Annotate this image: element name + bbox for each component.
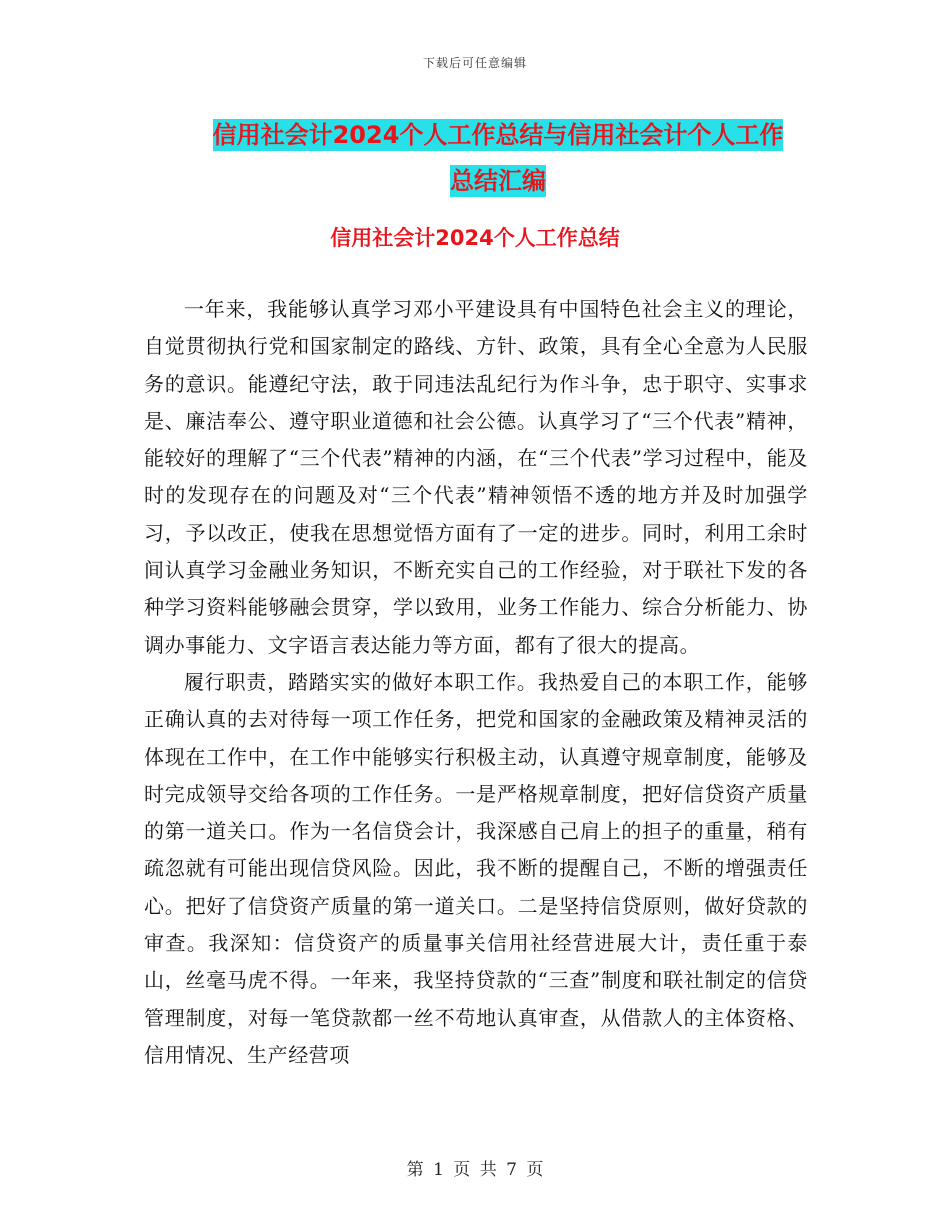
section-title: 信用社会计2024个人工作总结 xyxy=(330,226,620,250)
main-title-line2: 总结汇编 xyxy=(450,167,546,195)
main-title-line1: 信用社会计2024个人工作总结与信用社会计个人工作 xyxy=(212,121,784,149)
paragraph: 履行职责，踏踏实实的做好本职工作。我热爱自己的本职工作，能够正确认真的去对待每一项工作任务，把党和国家的金融政策及精神灵活的体现在工作中，在工作中能够实行积极主动，认真遵守规章制度，能够及时完成领导交给各项的工作任务。一是严格规章制度，把好信贷资产质量的第一道关口。作为一名信贷会计，我深感自己肩上的担子的重量，稍有疏忽就有可能出现信贷风险。因此，我不断的提醒自己，不断的增强责任心。把好了信贷资产质量的第一道关口。二是坚持信贷原则，做好贷款的审查。我深知：信贷资产的质量事关信用社经营进展大计，责任重于泰山，丝毫马虎不得。一年来，我坚持贷款的“三查”制度和联社制定的信贷管理制度，对每一笔贷款都一丝不苟地认真审查，从借款人的主体资格、信用情况、生产经营项 xyxy=(144,669,808,1067)
page-footer: 第 1 页 共 7 页 xyxy=(406,1160,544,1180)
paragraph: 一年来，我能够认真学习邓小平建设具有中国特色社会主义的理论，自觉贯彻执行党和国家制定的路线、方针、政策，具有全心全意为人民服务的意识。能遵纪守法，敢于同违法乱纪行为作斗争，忠于职守、实事求是、廉洁奉公、遵守职业道德和社会公德。认真学习了“三个代表”精神，能较好的理解了“三个代表”精神的内涵，在“三个代表”学习过程中，能及时的发现存在的问题及对“三个代表”精神领悟不透的地方并及时加强学习，予以改正，使我在思想觉悟方面有了一定的进步。同时，利用工余时间认真学习金融业务知识，不断充实自己的工作经验，对于联社下发的各种学习资料能够融会贯穿，学以致用，业务工作能力、综合分析能力、协调办事能力、文字语言表达能力等方面，都有了很大的提高。 xyxy=(144,297,808,657)
main-title xyxy=(188,112,808,204)
body-text xyxy=(144,291,808,1074)
header-note: 下载后可任意编辑 xyxy=(422,56,527,70)
